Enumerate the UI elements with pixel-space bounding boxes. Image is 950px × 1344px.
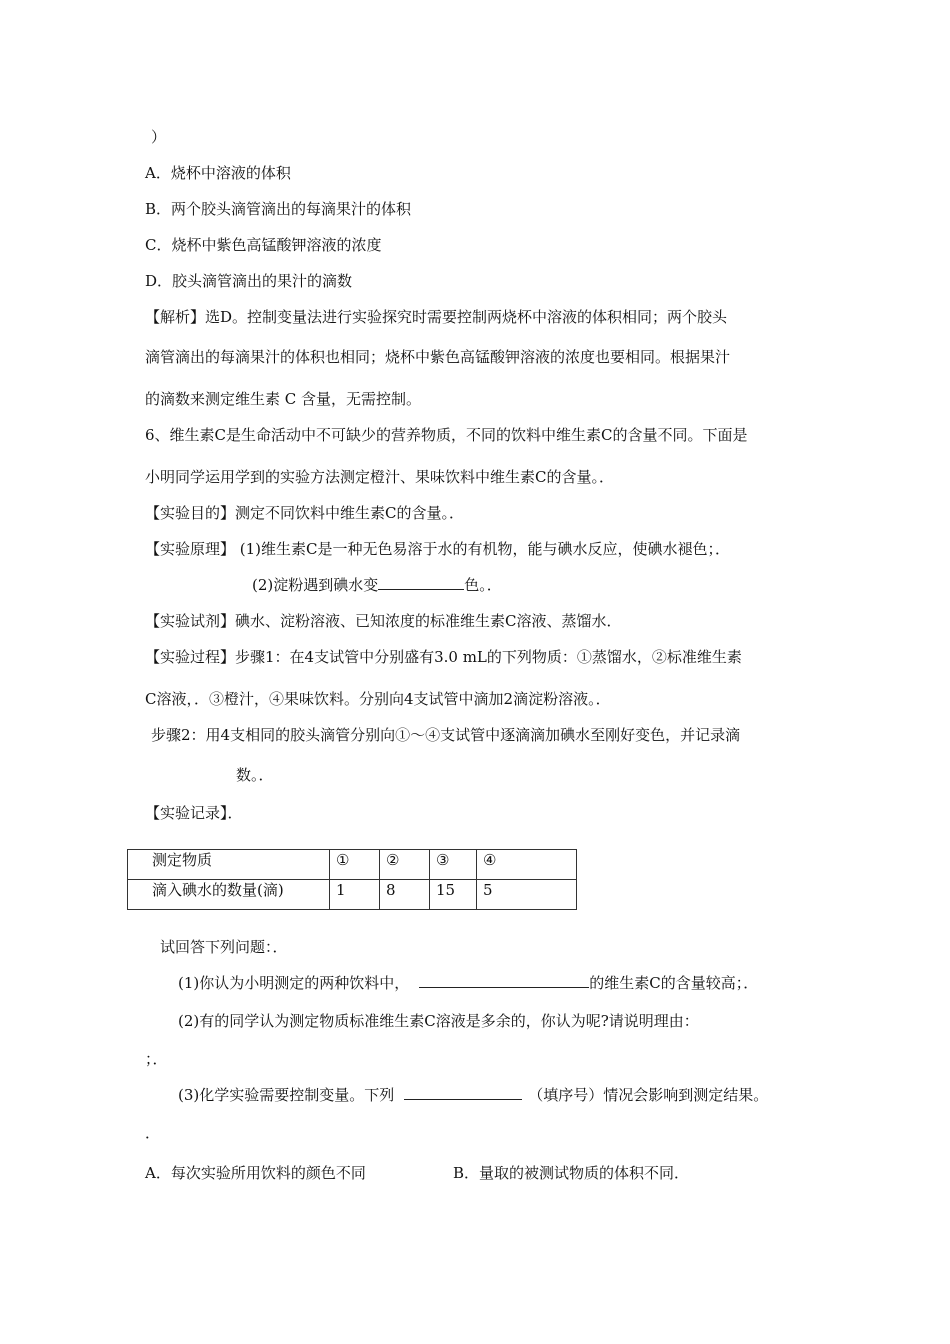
question-6-line-2: 小明同学运用学到的实验方法测定橙汁、果味饮料中维生素C的含量。．: [145, 468, 614, 486]
table-cell: 5: [477, 880, 577, 910]
question-1: [178, 973, 758, 993]
experiment-process-1: 【实验过程】步骤1：在4支试管中分别盛有3.0 mL的下列物质：①蒸馏水，②标准维生素: [145, 648, 742, 666]
analysis-line-2: 滴管滴出的每滴果汁的体积也相同；烧杯中紫色高锰酸钾溶液的浓度也要相同。根据果汁: [145, 348, 731, 366]
experiment-purpose: 【实验目的】测定不同饮料中维生素C的含量。．: [145, 504, 464, 522]
step-2-line-1: 步骤2：用4支相同的胶头滴管分别向①～④支试管中逐滴滴加碘水至刚好变色，并记录滴: [151, 726, 741, 744]
sequence-answer-blank[interactable]: [404, 1085, 522, 1100]
table-row: [128, 850, 577, 880]
experiment-reagents: 【实验试剂】碘水、淀粉溶液、已知浓度的标准维生素C溶液、蒸馏水．: [145, 612, 622, 630]
table-cell: ②: [380, 850, 430, 880]
question-2: (2)有的同学认为测定物质标准维生素C溶液是多余的，你认为呢?请说明理由：: [178, 1012, 699, 1030]
question-6-line-1: 6、维生素C是生命活动中不可缺少的营养物质，不同的饮料中维生素C的含量不同。下面是: [145, 426, 748, 444]
question-2-continuation: ；．: [145, 1050, 168, 1068]
option-a: A．烧杯中溶液的体积: [145, 164, 291, 182]
question-3: [178, 1085, 768, 1105]
table-cell: 8: [380, 880, 430, 910]
principle-2-prefix: (2)淀粉遇到碘水变: [252, 576, 379, 594]
table-cell: 滴入碘水的数量(滴): [128, 880, 330, 910]
question-3-continuation: ．: [145, 1124, 161, 1142]
question-3-prefix: (3)化学实验需要控制变量。下列: [178, 1086, 395, 1104]
question-3-option-a: A．每次实验所用饮料的颜色不同: [145, 1164, 366, 1182]
question-1-prefix: (1)你认为小明测定的两种饮料中，: [178, 974, 410, 992]
experiment-principle-1: 【实验原理】 (1)维生素C是一种无色易溶于水的有机物，能与碘水反应，使碘水褪色；．: [145, 540, 730, 558]
table-cell: 15: [430, 880, 477, 910]
option-c: C．烧杯中紫色高锰酸钾溶液的浓度: [145, 236, 382, 254]
closing-parenthesis: ）: [151, 128, 167, 146]
table-row: [128, 880, 577, 910]
option-b: B．两个胶头滴管滴出的每滴果汁的体积: [145, 200, 412, 218]
option-d: D．胶头滴管滴出的果汁的滴数: [145, 272, 353, 290]
table-cell: 1: [330, 880, 380, 910]
analysis-line-3: 的滴数来测定维生素 C 含量，无需控制。: [145, 390, 422, 408]
step-2-line-2: 数。．: [236, 766, 274, 784]
analysis-line-1: 【解析】选D。控制变量法进行实验探究时需要控制两烧杯中溶液的体积相同；两个胶头: [145, 308, 728, 326]
drink-answer-blank[interactable]: [419, 973, 589, 988]
record-table: [127, 849, 577, 910]
question-3-suffix: （填序号）情况会影响到测定结果。: [528, 1086, 769, 1104]
table-cell: ④: [477, 850, 577, 880]
experiment-record-heading: 【实验记录】．: [145, 804, 243, 822]
experiment-principle-2: [252, 575, 502, 595]
question-1-suffix: 的维生素C的含量较高；．: [589, 974, 759, 992]
experiment-process-2: C溶液，．③橙汁，④果味饮料。分别向4支试管中滴加2滴淀粉溶液。．: [145, 690, 611, 708]
table-cell: ③: [430, 850, 477, 880]
principle-2-suffix: 色。．: [464, 576, 502, 594]
color-answer-blank[interactable]: [378, 575, 464, 590]
table-cell: ①: [330, 850, 380, 880]
answer-intro: 试回答下列问题：．: [160, 938, 288, 956]
question-3-option-b: B．量取的被测试物质的体积不同．: [453, 1164, 690, 1182]
table-cell: 测定物质: [128, 850, 330, 880]
